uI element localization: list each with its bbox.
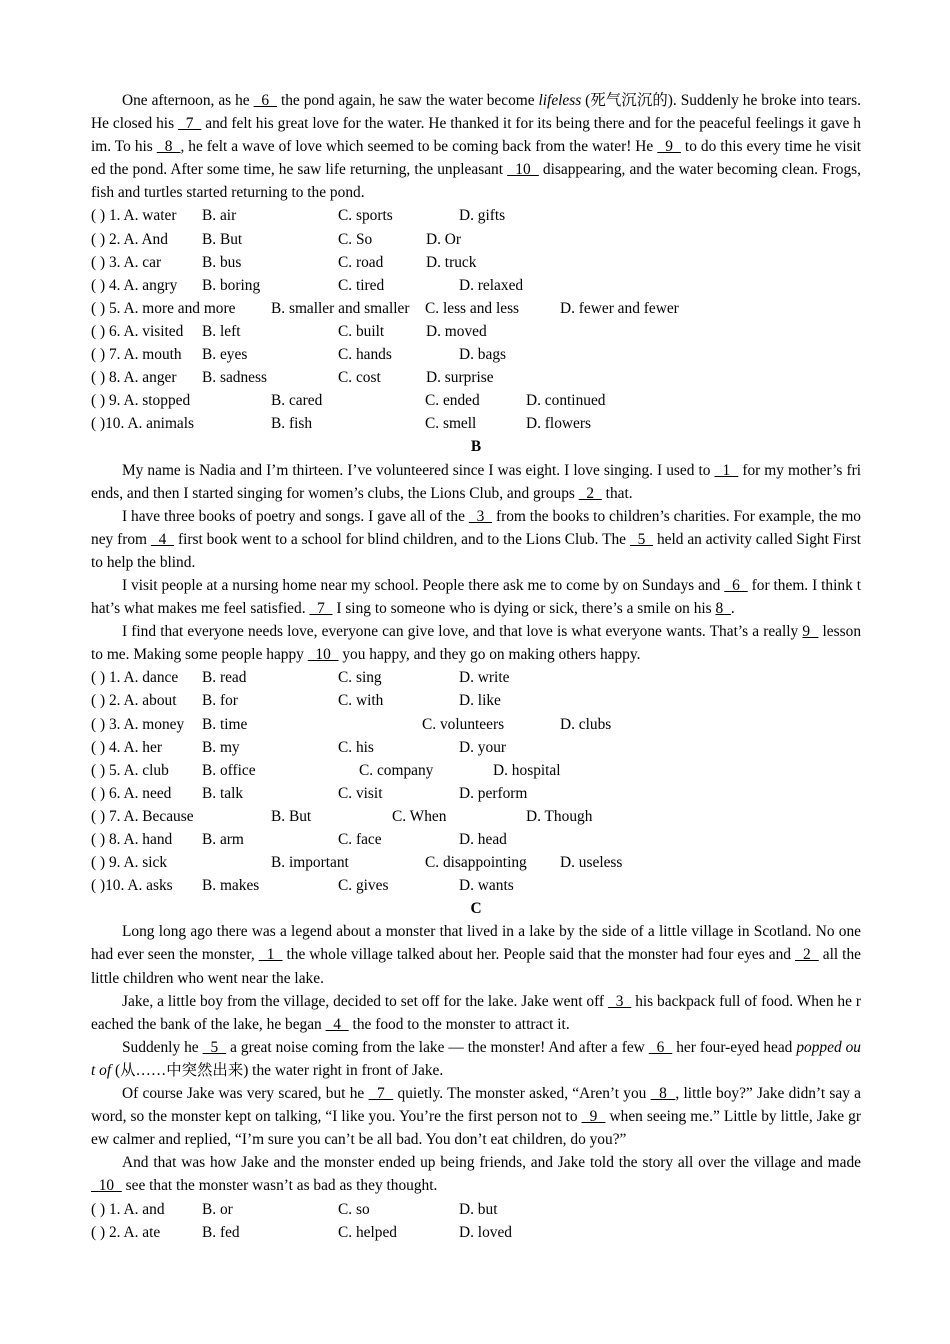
blank-3: 3 <box>607 992 632 1010</box>
question-row <box>91 828 861 851</box>
question-stem: ( ) 6. A. visited <box>91 322 184 340</box>
question-stem: ( ) 3. A. money <box>91 715 185 733</box>
option-b: B. But <box>271 807 312 825</box>
text: Jake, a little boy from the village, decided to set off for the lake. Jake went off <box>122 992 608 1010</box>
text: see that the monster wasn’t as bad as they thought. <box>121 1177 438 1195</box>
question-row <box>91 389 861 412</box>
option-c: C. sing <box>338 669 382 687</box>
section-c-paragraph-1 <box>91 920 861 989</box>
option-b: B. talk <box>202 784 244 802</box>
option-c: C. smell <box>425 415 477 433</box>
option-d: D. but <box>459 1200 498 1218</box>
option-c: C. gives <box>338 877 389 895</box>
question-row <box>91 274 861 297</box>
question-stem: ( ) 2. A. And <box>91 230 168 248</box>
option-b: B. left <box>202 322 241 340</box>
question-row <box>91 204 861 227</box>
text: (从……中突然出来) the water right in front of Jake. <box>111 1061 444 1079</box>
text: you happy, and they go on making others happy. <box>338 646 641 664</box>
question-row <box>91 297 861 320</box>
text: and felt his great love for the water. He thanked it for its being there and for the peaceful feelings it gave him. To his <box>91 115 861 156</box>
option-d: D. your <box>459 738 507 756</box>
text: Of course Jake was very scared, but he <box>122 1085 369 1103</box>
option-b: B. smaller and smaller <box>271 299 410 317</box>
text: My name is Nadia and I’m thirteen. I’ve volunteered since I was eight. I love singing. I used to <box>122 461 715 479</box>
text: the food to the monster to attract it. <box>348 1015 570 1033</box>
blank-2: 2 <box>795 946 819 964</box>
text: , little boy?” Jake didn’t say a word, so the monster kept on talking, “I like you. You’re the first person not to <box>91 1085 861 1126</box>
question-row <box>91 805 861 828</box>
question-stem: ( ) 4. A. angry <box>91 276 178 294</box>
question-stem: ( ) 2. A. ate <box>91 1223 161 1241</box>
question-stem: ( ) 9. A. sick <box>91 854 168 872</box>
blank-5: 5 <box>629 530 654 548</box>
option-b: B. time <box>202 715 248 733</box>
section-b-heading: B <box>470 438 482 456</box>
section-b-paragraph-1 <box>91 459 861 505</box>
italic-term: lifeless <box>538 92 582 109</box>
option-c: C. tired <box>338 276 385 294</box>
blank-5: 5 <box>202 1038 227 1056</box>
text: disappearing, and the water becoming clean. Frogs, fish and turtles started returning to the pond. <box>91 161 861 202</box>
blank-1: 1 <box>258 946 283 964</box>
question-stem: ( ) 1. A. dance <box>91 669 179 687</box>
text: the pond again, he saw the water become <box>277 92 539 109</box>
option-b: B. important <box>271 854 349 872</box>
blank-4: 4 <box>150 530 175 548</box>
blank-6: 6 <box>253 92 278 109</box>
blank-8: 8 <box>715 600 731 618</box>
section-c-questions <box>91 1198 861 1244</box>
section-c-paragraph-4 <box>91 1082 861 1151</box>
section-b-paragraph-3 <box>91 574 861 620</box>
text: lesson to me. Making some people happy <box>91 623 862 664</box>
text: for my mother’s friends, and then I started singing for women’s clubs, the Lions Club, and groups <box>91 461 861 502</box>
blank-6: 6 <box>724 576 748 594</box>
question-stem: ( ) 1. A. and <box>91 1200 165 1218</box>
question-stem: ( ) 4. A. her <box>91 738 162 756</box>
text: that. <box>601 484 633 502</box>
option-d: D. gifts <box>459 207 506 225</box>
option-c: C. disappointing <box>425 854 527 872</box>
option-b: B. But <box>202 230 243 248</box>
blank-7: 7 <box>309 600 333 618</box>
option-c: C. When <box>392 807 447 825</box>
option-d: D. Though <box>526 807 593 825</box>
option-c: C. volunteers <box>422 715 505 733</box>
option-c: C. less and less <box>425 299 520 317</box>
question-stem: ( ) 6. A. need <box>91 784 172 802</box>
text: when seeing me.” Little by little, Jake grew calmer and replied, “I’m sure you can’t be all bad. You don’t eat children, do you?” <box>91 1108 861 1149</box>
question-row <box>91 782 861 805</box>
blank-10: 10 <box>507 161 539 179</box>
question-stem: ( ) 8. A. hand <box>91 831 173 848</box>
option-c: C. hands <box>338 346 392 364</box>
blank-7: 7 <box>368 1085 394 1103</box>
option-d: D. wants <box>459 877 514 895</box>
question-row <box>91 366 861 389</box>
option-d: D. Or <box>426 230 462 248</box>
text: quietly. The monster asked, “Aren’t you <box>393 1085 651 1103</box>
text: the whole village talked about her. People said that the monster had four eyes and <box>282 946 796 964</box>
text: I sing to someone who is dying or sick, there’s a smile on his <box>332 600 716 618</box>
option-b: B. or <box>202 1200 233 1218</box>
question-row <box>91 759 861 782</box>
text: a great noise coming from the lake — the monster! And after a few <box>226 1038 649 1056</box>
option-c: C. visit <box>338 784 383 802</box>
option-b: B. my <box>202 738 240 756</box>
text: I find that everyone needs love, everyone can give love, and that love is what everyone wants. That’s a really <box>122 623 803 641</box>
question-row <box>91 666 861 689</box>
section-b-questions <box>91 666 861 897</box>
option-d: D. useless <box>560 854 623 872</box>
text: I visit people at a nursing home near my school. People there ask me to come by on Sundays and <box>122 576 725 594</box>
option-d: D. truck <box>426 253 477 271</box>
option-d: D. clubs <box>560 715 612 733</box>
text: from the books to children’s charities. For example, the money from <box>91 507 862 548</box>
blank-3: 3 <box>468 507 493 525</box>
option-c: C. So <box>338 230 373 248</box>
question-row <box>91 251 861 274</box>
option-c: C. ended <box>425 392 480 410</box>
blank-2: 2 <box>578 484 602 502</box>
text: I have three books of poetry and songs. I gave all of the <box>122 507 469 525</box>
option-b: B. fed <box>202 1223 240 1241</box>
question-row <box>91 412 861 435</box>
question-stem: ( ) 8. A. anger <box>91 369 177 387</box>
section-c-heading: C <box>470 900 482 918</box>
text: for them. I think that’s what makes me feel satisfied. <box>91 576 861 618</box>
blank-10: 10 <box>307 646 339 664</box>
text: Suddenly he <box>122 1038 203 1056</box>
option-c: C. company <box>359 761 434 779</box>
question-stem: ( ) 5. A. club <box>91 761 169 779</box>
blank-8: 8 <box>650 1085 676 1103</box>
option-b: B. boring <box>202 276 261 294</box>
option-b: B. eyes <box>202 346 248 364</box>
question-row <box>91 851 861 874</box>
option-d: D. continued <box>526 392 606 410</box>
question-row <box>91 320 861 343</box>
question-row <box>91 1198 861 1221</box>
text: (死气沉沉的). Suddenly he broke into tears. He closed his <box>91 92 862 133</box>
question-row <box>91 228 861 251</box>
option-d: D. write <box>459 669 510 687</box>
option-b: B. for <box>202 692 238 710</box>
blank-9: 9 <box>657 138 681 156</box>
option-d: D. loved <box>459 1223 513 1241</box>
section-c-paragraph-3 <box>91 1036 861 1082</box>
question-row <box>91 343 861 366</box>
question-row <box>91 736 861 759</box>
option-d: D. like <box>459 692 501 710</box>
option-b: B. bus <box>202 253 242 271</box>
blank-9: 9 <box>802 623 819 641</box>
section-c-paragraph-2 <box>91 990 861 1036</box>
option-d: D. moved <box>426 322 487 340</box>
question-stem: ( )10. A. asks <box>91 877 173 895</box>
option-b: B. arm <box>202 831 244 848</box>
italic-term: popped out of <box>91 1038 862 1079</box>
option-b: B. makes <box>202 877 260 895</box>
option-d: D. flowers <box>526 415 591 433</box>
option-d: D. fewer and fewer <box>560 299 679 317</box>
question-stem: ( ) 5. A. more and more <box>91 299 236 317</box>
question-stem: ( ) 3. A. car <box>91 253 162 271</box>
option-c: C. so <box>338 1200 370 1218</box>
option-c: C. cost <box>338 369 381 387</box>
question-row <box>91 874 861 897</box>
option-b: B. sadness <box>202 369 267 387</box>
option-d: D. hospital <box>493 761 561 779</box>
question-row <box>91 1221 861 1244</box>
question-stem: ( )10. A. animals <box>91 415 195 433</box>
question-stem: ( ) 9. A. stopped <box>91 392 191 410</box>
blank-1: 1 <box>714 461 739 479</box>
option-c: C. road <box>338 253 384 271</box>
option-c: C. helped <box>338 1223 397 1241</box>
option-d: D. bags <box>459 346 507 364</box>
worksheet-page <box>91 89 861 1244</box>
section-a-questions <box>91 204 861 435</box>
section-b-paragraph-4 <box>91 620 861 666</box>
text: And that was how Jake and the monster ended up being friends, and Jake told the story all over the village and made <box>122 1154 861 1172</box>
blank-9: 9 <box>581 1108 606 1126</box>
text: Long long ago there was a legend about a monster that lived in a lake by the side of a little village in Scotland. No one had ever seen the monster, <box>91 923 861 964</box>
text: to do this every time he visited the pond. After some time, he saw life returning, the unpleasant <box>91 138 862 179</box>
text: . <box>730 600 735 618</box>
option-c: C. his <box>338 738 374 756</box>
text: her four-eyed head <box>672 1038 797 1056</box>
option-d: D. perform <box>459 784 528 802</box>
blank-8: 8 <box>156 138 181 156</box>
blank-10: 10 <box>91 1177 122 1195</box>
option-c: C. face <box>338 831 382 848</box>
text: all the little children who went near the lake. <box>91 946 861 987</box>
text: his backpack full of food. When he reached the bank of the lake, he began <box>91 992 861 1033</box>
section-b-paragraph-2 <box>91 505 861 574</box>
option-c: C. built <box>338 322 385 340</box>
question-row <box>91 689 861 712</box>
text: , he felt a wave of love which seemed to be coming back from the water! He <box>180 138 658 156</box>
blank-4: 4 <box>325 1015 349 1033</box>
question-stem: ( ) 7. A. mouth <box>91 346 182 364</box>
question-row <box>91 713 861 736</box>
section-a-paragraph <box>91 89 861 204</box>
option-b: B. office <box>202 761 256 779</box>
question-stem: ( ) 7. A. Because <box>91 807 194 825</box>
question-stem: ( ) 1. A. water <box>91 207 177 225</box>
text: held an activity called Sight First to help the blind. <box>91 530 861 571</box>
text: One afternoon, as he <box>122 92 254 109</box>
option-b: B. read <box>202 669 247 687</box>
text: first book went to a school for blind children, and to the Lions Club. The <box>174 530 630 548</box>
option-c: C. with <box>338 692 384 710</box>
blank-7: 7 <box>177 115 202 133</box>
option-b: B. air <box>202 207 237 225</box>
option-d: D. head <box>459 831 507 848</box>
option-c: C. sports <box>338 207 393 225</box>
option-b: B. cared <box>271 392 323 410</box>
section-c-paragraph-5 <box>91 1151 861 1197</box>
blank-6: 6 <box>648 1038 673 1056</box>
option-d: D. surprise <box>426 369 494 387</box>
option-d: D. relaxed <box>459 276 524 294</box>
option-b: B. fish <box>271 415 313 433</box>
question-stem: ( ) 2. A. about <box>91 692 177 710</box>
